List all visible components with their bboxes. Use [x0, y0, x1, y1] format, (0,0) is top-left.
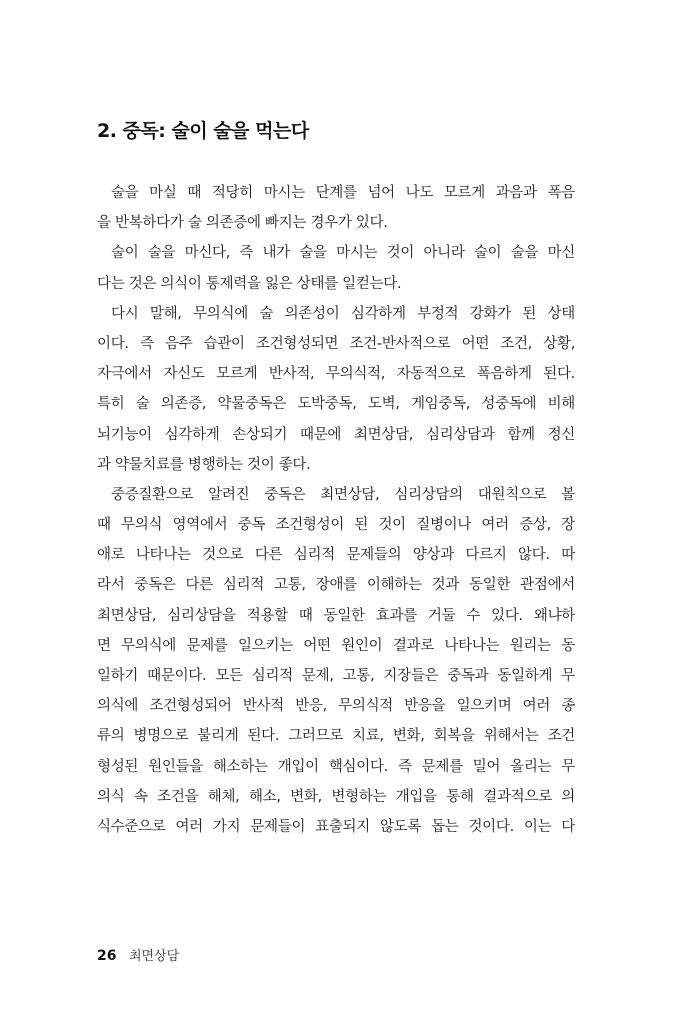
body-line: 뇌기능이 심각하게 손상되기 때문에 최면상담, 심리상담과 함께 정신 — [97, 426, 575, 443]
body-line: 을 반복하다가 술 의존증에 빠지는 경우가 있다. — [97, 215, 388, 232]
body-line: 면 무의식에 문제를 일으키는 어떤 원인이 결과로 나타나는 원리는 동 — [97, 637, 575, 654]
body-line: 의식 속 조건을 해체, 해소, 변화, 변형하는 개입을 통해 결과적으로 의 — [97, 788, 575, 805]
body-text — [97, 178, 575, 842]
body-line: 의식에 조건형성되어 반사적 반응, 무의식적 반응을 일으키며 여러 종 — [97, 698, 575, 715]
body-line: 다는 것은 의식이 통제력을 잃은 상태를 일컫는다. — [97, 275, 402, 292]
page-footer — [97, 945, 179, 964]
body-line: 애로 나타나는 것으로 다른 심리적 문제들의 양상과 다르지 않다. 따 — [97, 547, 575, 564]
body-line: 술이 술을 마신다, 즉 내가 술을 마시는 것이 아니라 술이 술을 마신 — [111, 245, 575, 262]
body-line: 식수준으로 여러 가지 문제들이 표출되지 않도록 돕는 것이다. 이는 다 — [97, 818, 575, 835]
body-line: 이다. 즉 음주 습관이 조건형성되면 조건-반사적으로 어떤 조건, 상황, — [97, 335, 575, 352]
body-line: 일하기 때문이다. 모든 심리적 문제, 고통, 지장들은 중독과 동일하게 무 — [97, 668, 575, 684]
page-number: 26 — [97, 948, 117, 964]
body-line: 최면상담, 심리상담을 적용할 때 동일한 효과를 거둘 수 있다. 왜냐하 — [97, 607, 575, 624]
body-line: 자극에서 자신도 모르게 반사적, 무의식적, 자동적으로 폭음하게 된다. — [97, 366, 575, 383]
body-line: 형성된 원인들을 해소하는 개입이 핵심이다. 즉 문제를 밀어 올리는 무 — [97, 758, 575, 775]
body-line: 특히 술 의존증, 약물중독은 도박중독, 도벽, 게임중독, 성중독에 비해 — [97, 396, 575, 413]
body-line: 중증질환으로 알려진 중독은 최면상담, 심리상담의 대원칙으로 볼 — [111, 486, 575, 503]
section-heading: 2. 중독: 술이 술을 먹는다 — [97, 120, 309, 142]
running-title: 최면상담 — [128, 949, 180, 964]
body-line: 라서 중독은 다른 심리적 고통, 장애를 이해하는 것과 동일한 관점에서 — [97, 577, 575, 594]
body-line: 술을 마실 때 적당히 마시는 단계를 넘어 나도 모르게 과음과 폭음 — [111, 185, 575, 201]
body-line: 때 무의식 영역에서 중독 조건형성이 된 것이 질병이나 여러 증상, 장 — [97, 517, 575, 534]
body-line: 과 약물치료를 병행하는 것이 좋다. — [97, 456, 311, 473]
body-line: 다시 말해, 무의식에 술 의존성이 심각하게 부정적 강화가 된 상태 — [111, 305, 575, 322]
body-line: 류의 병명으로 불리게 된다. 그러므로 치료, 변화, 회복을 위해서는 조건 — [97, 728, 575, 745]
